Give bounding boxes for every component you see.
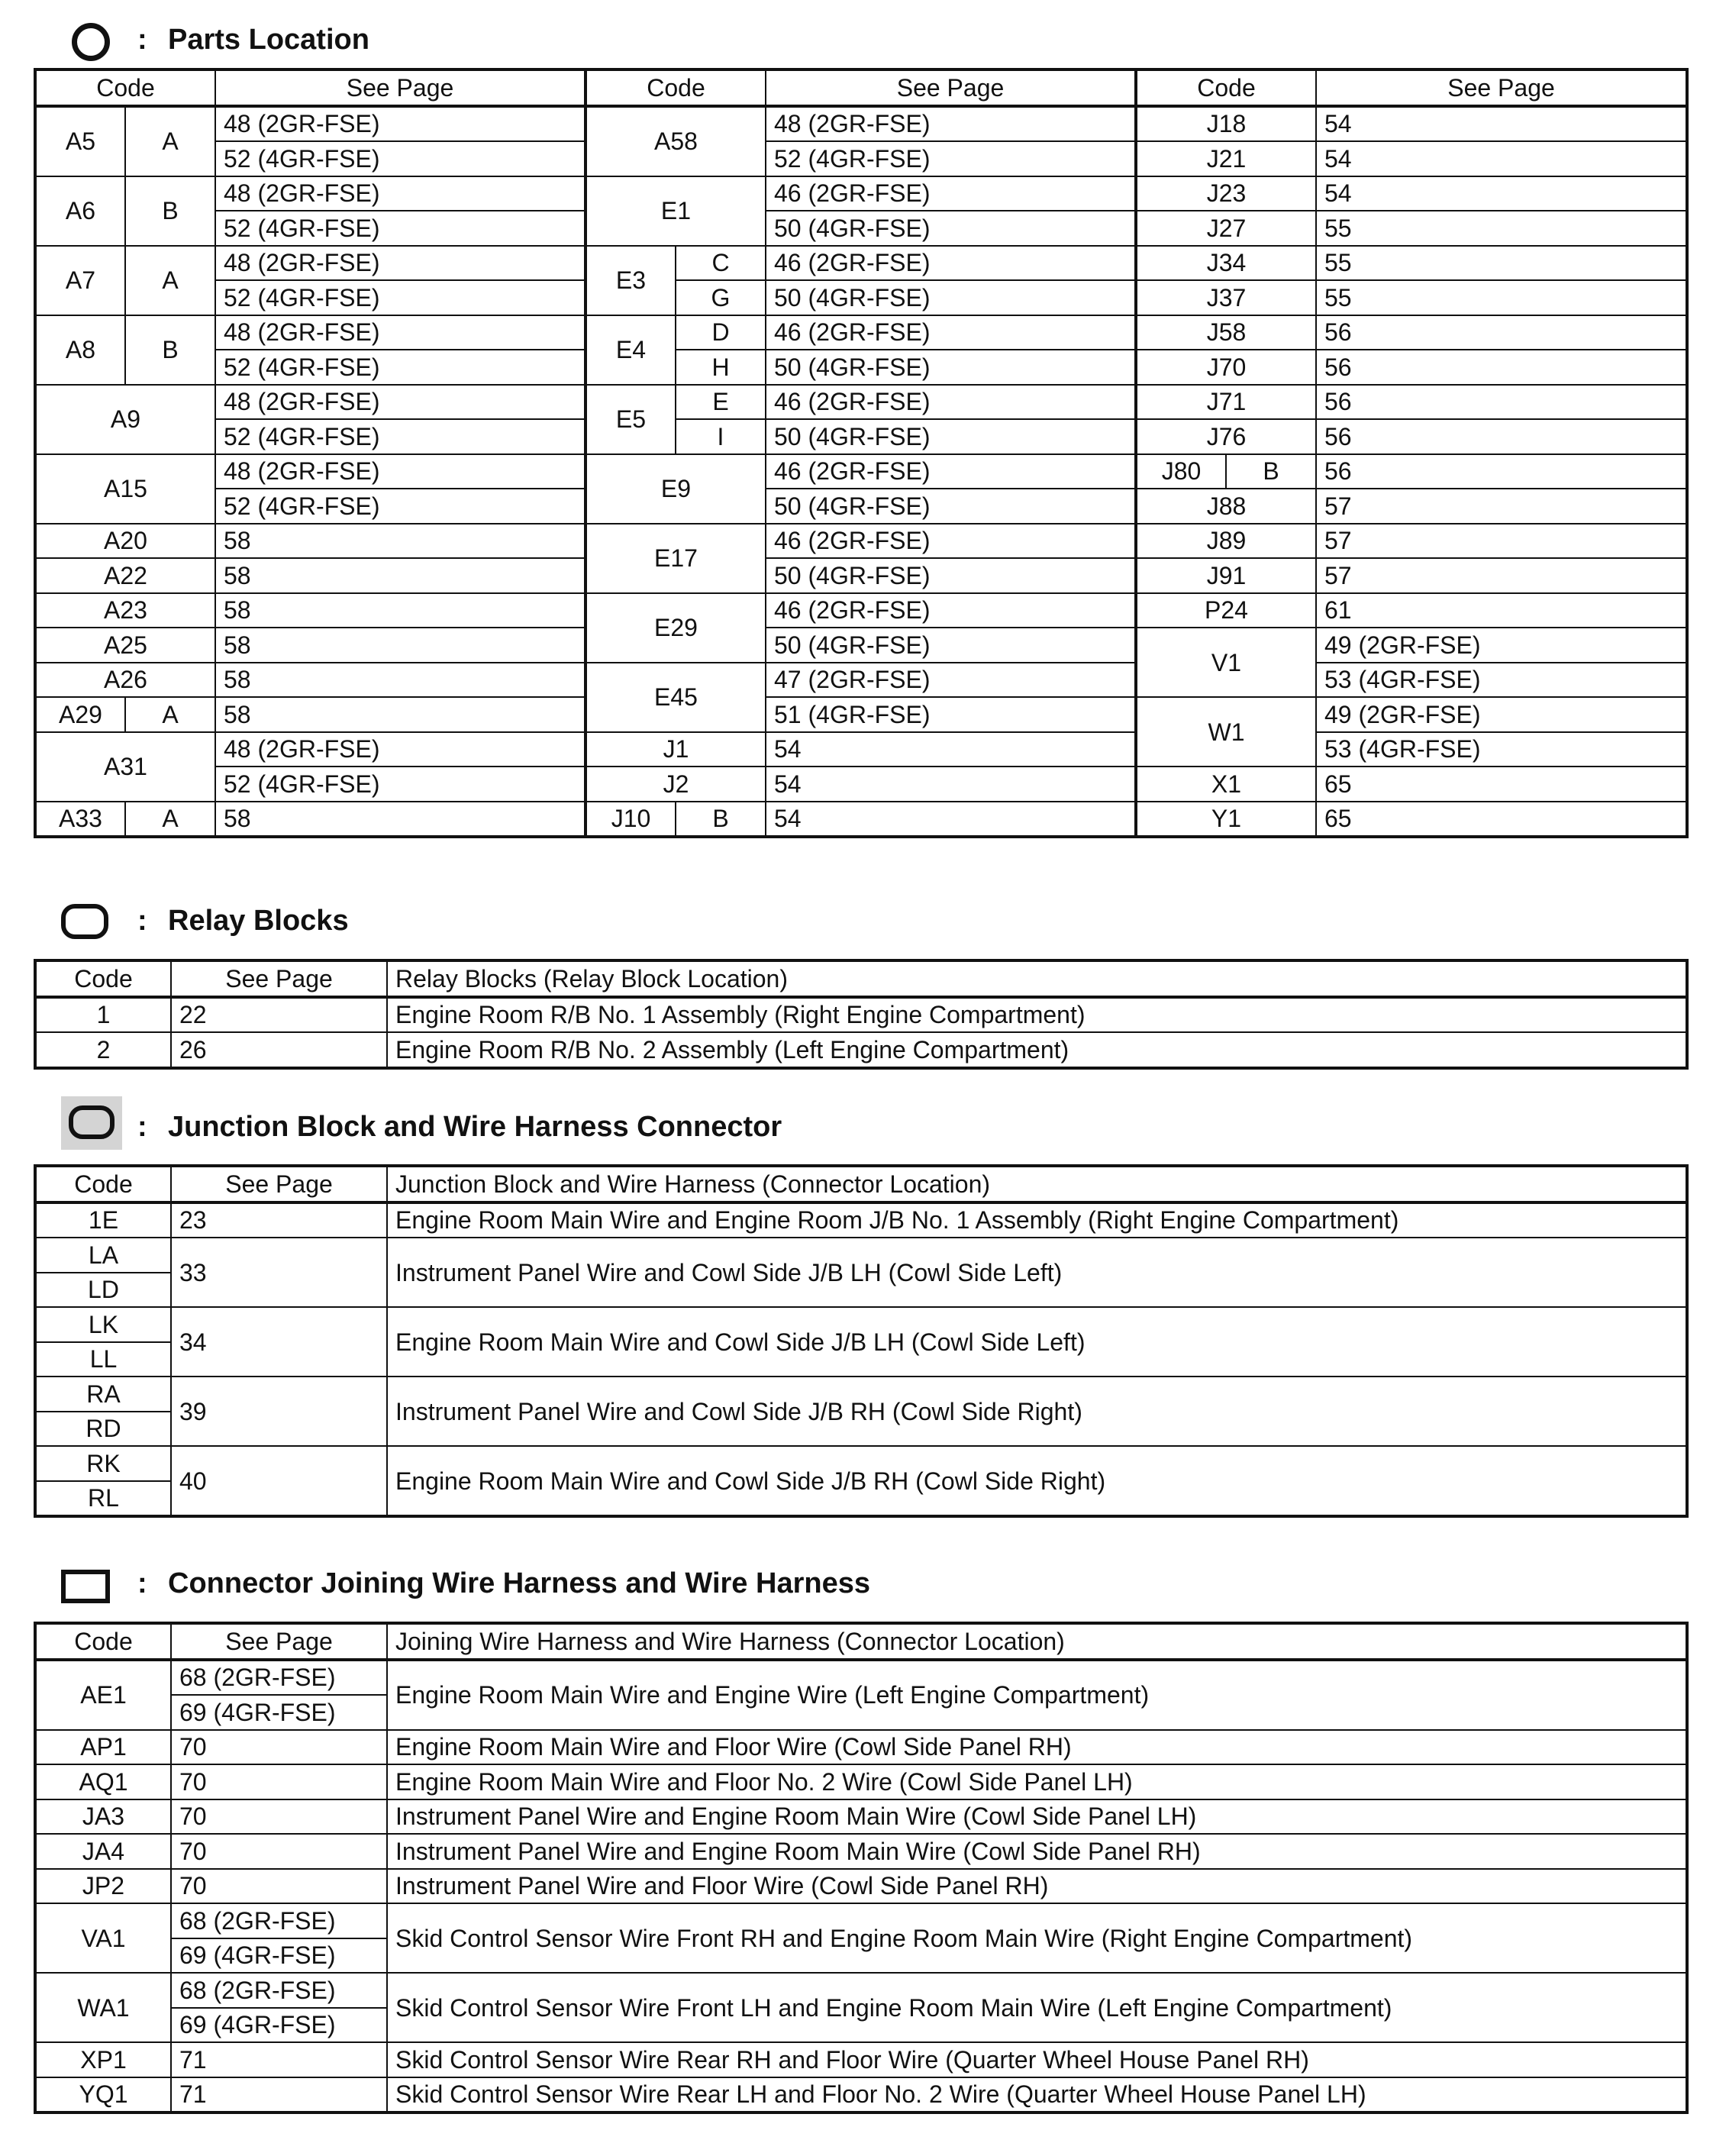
code-cell: E1 xyxy=(586,176,766,246)
code-cell: A25 xyxy=(35,628,215,663)
page-cell: 56 xyxy=(1316,419,1687,454)
code-cell: J10 xyxy=(586,802,676,838)
code-cell: A29 xyxy=(35,697,125,732)
code-cell: E17 xyxy=(586,524,766,593)
code-cell: A9 xyxy=(35,385,215,454)
header-location: Relay Blocks (Relay Block Location) xyxy=(387,960,1687,997)
page-cell: 68 (2GR-FSE) xyxy=(171,1973,387,2008)
page-cell: 70 xyxy=(171,1834,387,1869)
location-cell: Engine Room Main Wire and Cowl Side J/B LH (Cowl Side Left) xyxy=(387,1307,1687,1377)
page-cell: 40 xyxy=(171,1446,387,1516)
table-row xyxy=(35,1834,1687,1869)
relay-blocks-title: Relay Blocks xyxy=(168,904,349,937)
page-cell: 56 xyxy=(1316,385,1687,420)
code-cell: RA xyxy=(35,1377,171,1412)
page-cell: 48 (2GR-FSE) xyxy=(215,385,586,420)
page-cell: 70 xyxy=(171,1730,387,1765)
table-row xyxy=(35,489,1687,524)
code-cell: J2 xyxy=(586,767,766,802)
code-cell: A33 xyxy=(35,802,125,838)
suffix-cell: A xyxy=(125,697,215,732)
page-cell: 46 (2GR-FSE) xyxy=(766,593,1136,628)
page-cell: 52 (4GR-FSE) xyxy=(215,280,586,315)
page-cell: 55 xyxy=(1316,280,1687,315)
page-cell: 50 (4GR-FSE) xyxy=(766,489,1136,524)
page-cell: 54 xyxy=(766,732,1136,767)
code-cell: P24 xyxy=(1136,593,1316,628)
header-code: Code xyxy=(586,69,766,106)
location-cell: Engine Room Main Wire and Engine Room J/B No. 1 Assembly (Right Engine Compartment) xyxy=(387,1202,1687,1238)
location-cell: Skid Control Sensor Wire Front RH and Engine Room Main Wire (Right Engine Compartment) xyxy=(387,1903,1687,1973)
table-header-row xyxy=(35,960,1687,997)
code-cell: XP1 xyxy=(35,2042,171,2077)
code-cell: J80 xyxy=(1136,454,1226,489)
page-cell: 57 xyxy=(1316,524,1687,559)
header-code: Code xyxy=(35,1166,171,1202)
code-cell: J71 xyxy=(1136,385,1316,420)
page-cell: 70 xyxy=(171,1764,387,1799)
header-see-page: See Page xyxy=(766,69,1136,106)
code-cell: J76 xyxy=(1136,419,1316,454)
table-row xyxy=(35,1238,1687,1273)
code-cell: WA1 xyxy=(35,1973,171,2042)
table-header-row xyxy=(35,1623,1687,1660)
page-cell: 48 (2GR-FSE) xyxy=(215,454,586,489)
page-cell: 50 (4GR-FSE) xyxy=(766,419,1136,454)
header-see-page: See Page xyxy=(1316,69,1687,106)
page-cell: 65 xyxy=(1316,767,1687,802)
connector-joining-title: Connector Joining Wire Harness and Wire Harness xyxy=(168,1567,870,1599)
table-row xyxy=(35,628,1687,663)
code-cell: RD xyxy=(35,1412,171,1447)
code-cell: 2 xyxy=(35,1032,171,1068)
header-see-page: See Page xyxy=(215,69,586,106)
suffix-cell: A xyxy=(125,246,215,315)
parts-location-heading xyxy=(61,18,369,61)
code-cell: A15 xyxy=(35,454,215,524)
code-cell: LA xyxy=(35,1238,171,1273)
location-cell: Skid Control Sensor Wire Rear RH and Floor Wire (Quarter Wheel House Panel RH) xyxy=(387,2042,1687,2077)
code-cell: W1 xyxy=(1136,697,1316,767)
suffix-cell: B xyxy=(125,315,215,385)
parts-location-table xyxy=(34,68,1689,838)
code-cell: J21 xyxy=(1136,141,1316,176)
page-cell: 52 (4GR-FSE) xyxy=(215,350,586,385)
page-cell: 58 xyxy=(215,802,586,838)
header-code: Code xyxy=(35,1623,171,1660)
code-cell: V1 xyxy=(1136,628,1316,697)
page-cell: 49 (2GR-FSE) xyxy=(1316,697,1687,732)
page-cell: 48 (2GR-FSE) xyxy=(215,732,586,767)
page-cell: 54 xyxy=(1316,106,1687,142)
table-row xyxy=(35,1307,1687,1342)
page-cell: 48 (2GR-FSE) xyxy=(215,315,586,350)
page-cell: 48 (2GR-FSE) xyxy=(215,246,586,281)
page-cell: 47 (2GR-FSE) xyxy=(766,663,1136,698)
code-cell: LD xyxy=(35,1273,171,1308)
relay-blocks-table xyxy=(34,959,1689,1070)
table-row xyxy=(35,558,1687,593)
suffix-cell: B xyxy=(125,176,215,246)
code-cell: AE1 xyxy=(35,1660,171,1730)
code-cell: J27 xyxy=(1136,211,1316,246)
rounded-rectangle-symbol-icon xyxy=(61,899,137,942)
code-cell: A5 xyxy=(35,106,125,176)
page-cell: 46 (2GR-FSE) xyxy=(766,176,1136,211)
code-cell: JP2 xyxy=(35,1869,171,1904)
page-cell: 71 xyxy=(171,2042,387,2077)
page-cell: 49 (2GR-FSE) xyxy=(1316,628,1687,663)
location-cell: Skid Control Sensor Wire Rear LH and Floor No. 2 Wire (Quarter Wheel House Panel LH) xyxy=(387,2077,1687,2113)
page-cell: 48 (2GR-FSE) xyxy=(215,106,586,142)
parts-location-title: Parts Location xyxy=(168,23,369,56)
page-cell: 54 xyxy=(1316,141,1687,176)
page-cell: 68 (2GR-FSE) xyxy=(171,1660,387,1696)
code-cell: YQ1 xyxy=(35,2077,171,2113)
code-cell: J37 xyxy=(1136,280,1316,315)
table-row xyxy=(35,1973,1687,2008)
page-cell: 57 xyxy=(1316,558,1687,593)
page-cell: 46 (2GR-FSE) xyxy=(766,385,1136,420)
location-cell: Engine Room Main Wire and Engine Wire (Left Engine Compartment) xyxy=(387,1660,1687,1730)
table-header-row xyxy=(35,69,1687,106)
location-cell: Engine Room Main Wire and Floor Wire (Cowl Side Panel RH) xyxy=(387,1730,1687,1765)
page-cell: 58 xyxy=(215,663,586,698)
page-cell: 69 (4GR-FSE) xyxy=(171,2008,387,2043)
code-cell: J18 xyxy=(1136,106,1316,142)
table-row xyxy=(35,1869,1687,1904)
page-cell: 52 (4GR-FSE) xyxy=(215,489,586,524)
suffix-cell: C xyxy=(676,246,766,281)
page-cell: 52 (4GR-FSE) xyxy=(766,141,1136,176)
page-cell: 54 xyxy=(1316,176,1687,211)
page-cell: 46 (2GR-FSE) xyxy=(766,454,1136,489)
location-cell: Skid Control Sensor Wire Front LH and Engine Room Main Wire (Left Engine Compartment) xyxy=(387,1973,1687,2042)
page-cell: 53 (4GR-FSE) xyxy=(1316,663,1687,698)
table-row xyxy=(35,697,1687,732)
table-row xyxy=(35,1202,1687,1238)
page-cell: 22 xyxy=(171,997,387,1033)
page-cell: 50 (4GR-FSE) xyxy=(766,280,1136,315)
page-cell: 69 (4GR-FSE) xyxy=(171,1695,387,1730)
shaded-rounded-rectangle-symbol-icon xyxy=(61,1105,137,1148)
page-cell: 58 xyxy=(215,524,586,559)
code-cell: E3 xyxy=(586,246,676,315)
page-cell: 46 (2GR-FSE) xyxy=(766,315,1136,350)
code-cell: LK xyxy=(35,1307,171,1342)
code-cell: RL xyxy=(35,1481,171,1517)
code-cell: A26 xyxy=(35,663,215,698)
table-header-row xyxy=(35,1166,1687,1202)
table-row xyxy=(35,419,1687,454)
page-cell: 71 xyxy=(171,2077,387,2113)
suffix-cell: B xyxy=(1226,454,1316,489)
header-see-page: See Page xyxy=(171,1623,387,1660)
page-cell: 55 xyxy=(1316,246,1687,281)
code-cell: A23 xyxy=(35,593,215,628)
code-cell: A6 xyxy=(35,176,125,246)
table-row xyxy=(35,1903,1687,1938)
page-cell: 50 (4GR-FSE) xyxy=(766,628,1136,663)
suffix-cell: E xyxy=(676,385,766,420)
page-cell: 52 (4GR-FSE) xyxy=(215,141,586,176)
header-see-page: See Page xyxy=(171,1166,387,1202)
suffix-cell: I xyxy=(676,419,766,454)
page-cell: 48 (2GR-FSE) xyxy=(215,176,586,211)
code-cell: J1 xyxy=(586,732,766,767)
page-cell: 26 xyxy=(171,1032,387,1068)
table-row xyxy=(35,315,1687,350)
page-cell: 56 xyxy=(1316,350,1687,385)
table-row xyxy=(35,767,1687,802)
code-cell: J89 xyxy=(1136,524,1316,559)
page-cell: 58 xyxy=(215,697,586,732)
table-row xyxy=(35,732,1687,767)
page-cell: 52 (4GR-FSE) xyxy=(215,419,586,454)
table-row xyxy=(35,350,1687,385)
heading-colon: : xyxy=(137,23,147,56)
page-cell: 53 (4GR-FSE) xyxy=(1316,732,1687,767)
junction-block-heading xyxy=(61,1105,782,1148)
location-cell: Engine Room Main Wire and Cowl Side J/B RH (Cowl Side Right) xyxy=(387,1446,1687,1516)
code-cell: VA1 xyxy=(35,1903,171,1973)
code-cell: X1 xyxy=(1136,767,1316,802)
location-cell: Instrument Panel Wire and Engine Room Main Wire (Cowl Side Panel RH) xyxy=(387,1834,1687,1869)
code-cell: LL xyxy=(35,1342,171,1377)
table-row xyxy=(35,1446,1687,1481)
suffix-cell: B xyxy=(676,802,766,838)
table-row xyxy=(35,1730,1687,1765)
table-row xyxy=(35,106,1687,142)
page-cell: 68 (2GR-FSE) xyxy=(171,1903,387,1938)
code-cell: AP1 xyxy=(35,1730,171,1765)
heading-colon: : xyxy=(137,904,147,937)
table-row xyxy=(35,1032,1687,1068)
page-cell: 58 xyxy=(215,593,586,628)
code-cell: E9 xyxy=(586,454,766,524)
suffix-cell: D xyxy=(676,315,766,350)
page-cell: 52 (4GR-FSE) xyxy=(215,211,586,246)
code-cell: RK xyxy=(35,1446,171,1481)
table-row xyxy=(35,802,1687,838)
connector-joining-table xyxy=(34,1622,1689,2114)
page-cell: 46 (2GR-FSE) xyxy=(766,524,1136,559)
header-location: Junction Block and Wire Harness (Connector Location) xyxy=(387,1166,1687,1202)
location-cell: Engine Room Main Wire and Floor No. 2 Wire (Cowl Side Panel LH) xyxy=(387,1764,1687,1799)
page-cell: 57 xyxy=(1316,489,1687,524)
suffix-cell: A xyxy=(125,106,215,176)
relay-blocks-heading xyxy=(61,899,349,942)
page-cell: 55 xyxy=(1316,211,1687,246)
code-cell: E45 xyxy=(586,663,766,732)
table-row xyxy=(35,524,1687,559)
code-cell: J70 xyxy=(1136,350,1316,385)
page-cell: 54 xyxy=(766,802,1136,838)
page-cell: 65 xyxy=(1316,802,1687,838)
page-cell: 34 xyxy=(171,1307,387,1377)
heading-colon: : xyxy=(137,1110,147,1143)
code-cell: A58 xyxy=(586,106,766,176)
junction-block-table xyxy=(34,1164,1689,1518)
code-cell: A20 xyxy=(35,524,215,559)
page-cell: 50 (4GR-FSE) xyxy=(766,211,1136,246)
table-row xyxy=(35,2077,1687,2113)
header-code: Code xyxy=(1136,69,1316,106)
page-cell: 52 (4GR-FSE) xyxy=(215,767,586,802)
table-row xyxy=(35,385,1687,420)
code-cell: E5 xyxy=(586,385,676,454)
page-cell: 70 xyxy=(171,1799,387,1835)
junction-block-title: Junction Block and Wire Harness Connector xyxy=(168,1110,782,1143)
code-cell: J91 xyxy=(1136,558,1316,593)
code-cell: AQ1 xyxy=(35,1764,171,1799)
location-cell: Instrument Panel Wire and Floor Wire (Cowl Side Panel RH) xyxy=(387,1869,1687,1904)
page-cell: 58 xyxy=(215,558,586,593)
location-cell: Instrument Panel Wire and Engine Room Main Wire (Cowl Side Panel LH) xyxy=(387,1799,1687,1835)
circle-symbol-icon xyxy=(61,18,137,61)
page-cell: 54 xyxy=(766,767,1136,802)
table-row xyxy=(35,2042,1687,2077)
table-row xyxy=(35,1799,1687,1835)
code-cell: 1E xyxy=(35,1202,171,1238)
rectangle-symbol-icon xyxy=(61,1562,137,1605)
table-row xyxy=(35,1377,1687,1412)
page-cell: 56 xyxy=(1316,454,1687,489)
location-cell: Engine Room R/B No. 1 Assembly (Right Engine Compartment) xyxy=(387,997,1687,1033)
page-cell: 58 xyxy=(215,628,586,663)
table-row xyxy=(35,280,1687,315)
location-cell: Instrument Panel Wire and Cowl Side J/B RH (Cowl Side Right) xyxy=(387,1377,1687,1446)
page-cell: 69 (4GR-FSE) xyxy=(171,1938,387,1974)
table-row xyxy=(35,176,1687,211)
code-cell: J88 xyxy=(1136,489,1316,524)
page-cell: 51 (4GR-FSE) xyxy=(766,697,1136,732)
page-cell: 48 (2GR-FSE) xyxy=(766,106,1136,142)
page-cell: 33 xyxy=(171,1238,387,1307)
page-cell: 70 xyxy=(171,1869,387,1904)
page-cell: 50 (4GR-FSE) xyxy=(766,350,1136,385)
code-cell: JA3 xyxy=(35,1799,171,1835)
table-row xyxy=(35,211,1687,246)
table-row xyxy=(35,454,1687,489)
suffix-cell: G xyxy=(676,280,766,315)
table-row xyxy=(35,1764,1687,1799)
code-cell: J58 xyxy=(1136,315,1316,350)
table-row xyxy=(35,663,1687,698)
page-cell: 46 (2GR-FSE) xyxy=(766,246,1136,281)
suffix-cell: A xyxy=(125,802,215,838)
page-cell: 50 (4GR-FSE) xyxy=(766,558,1136,593)
code-cell: E29 xyxy=(586,593,766,663)
table-row xyxy=(35,593,1687,628)
header-location: Joining Wire Harness and Wire Harness (Connector Location) xyxy=(387,1623,1687,1660)
connector-joining-heading xyxy=(61,1562,870,1605)
location-cell: Engine Room R/B No. 2 Assembly (Left Engine Compartment) xyxy=(387,1032,1687,1068)
table-row xyxy=(35,997,1687,1033)
code-cell: Y1 xyxy=(1136,802,1316,838)
heading-colon: : xyxy=(137,1567,147,1599)
page-cell: 23 xyxy=(171,1202,387,1238)
code-cell: A7 xyxy=(35,246,125,315)
header-code: Code xyxy=(35,960,171,997)
code-cell: A22 xyxy=(35,558,215,593)
code-cell: J34 xyxy=(1136,246,1316,281)
code-cell: A8 xyxy=(35,315,125,385)
location-cell: Instrument Panel Wire and Cowl Side J/B LH (Cowl Side Left) xyxy=(387,1238,1687,1307)
header-code: Code xyxy=(35,69,215,106)
table-row xyxy=(35,141,1687,176)
code-cell: A31 xyxy=(35,732,215,802)
page-cell: 56 xyxy=(1316,315,1687,350)
header-see-page: See Page xyxy=(171,960,387,997)
table-row xyxy=(35,1660,1687,1696)
page-cell: 61 xyxy=(1316,593,1687,628)
table-row xyxy=(35,246,1687,281)
code-cell: J23 xyxy=(1136,176,1316,211)
suffix-cell: H xyxy=(676,350,766,385)
code-cell: E4 xyxy=(586,315,676,385)
code-cell: 1 xyxy=(35,997,171,1033)
code-cell: JA4 xyxy=(35,1834,171,1869)
page-cell: 39 xyxy=(171,1377,387,1446)
